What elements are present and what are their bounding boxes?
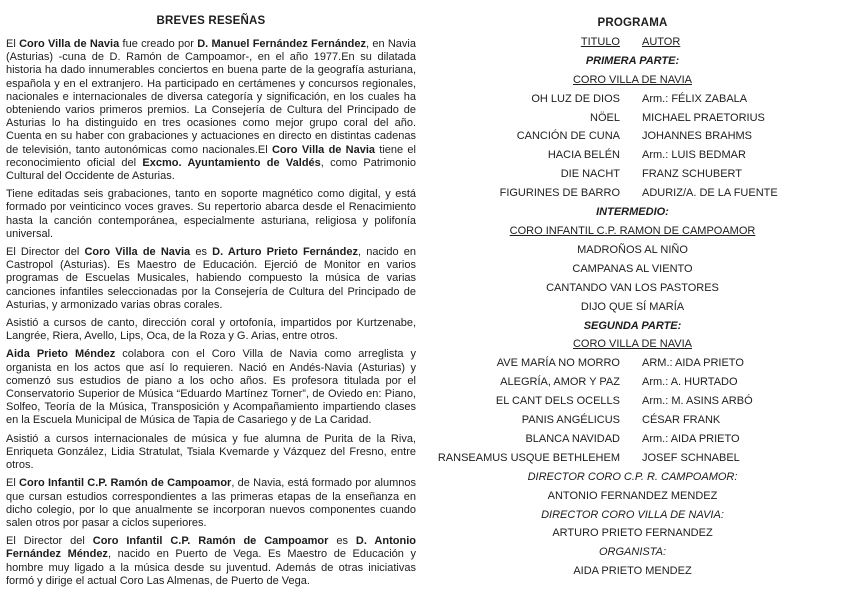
song-row [422, 430, 843, 449]
bold-text-run: D. Arturo Prieto Fernández [212, 246, 358, 259]
song-row [422, 184, 843, 203]
song-author: ARM.: AIDA PRIETO [642, 357, 744, 370]
paragraph [6, 477, 416, 530]
song-title-line: CANTANDO VAN LOS PASTORES [546, 281, 719, 294]
song-title-line: DIJO QUE SÍ MARÍA [580, 300, 685, 313]
section-heading: INTERMEDIO: [596, 206, 669, 219]
text-run: tiene el reconocimiento oficial del [6, 143, 416, 169]
song-row [422, 109, 843, 128]
bold-text-run: Coro Villa de Navia [19, 38, 120, 50]
song-row [422, 165, 843, 184]
song-title-line: ARTURO PRIETO FERNANDEZ [552, 527, 713, 540]
text-run: Asistió a cursos internacionales de música y fue alumna de Purita de la Riva, Enriqueta González, Lidia Stratulat, Tsiala Kvemarde y Vázquez del Fresno, entre otros. [6, 432, 416, 472]
song-row [422, 127, 843, 146]
text-run: , nacido en Castropol (Asturias). Es Maestro de Educación. Ejerció de Monitor en varios programas de Escuelas Musicales, habiendo compuesto la música de varias canciones infantiles seleccionadas por la Consejería de Cultura del Principado de Asturias, y armonizado varias obras corales. [6, 246, 416, 311]
autor-header: AUTOR [642, 35, 681, 48]
bold-text-run: Coro Villa de Navia [84, 246, 191, 259]
text-run: colabora con el Coro Villa de Navia como arreglista y organista en los actos que así lo requieren. Nació en Andés-Navia (Asturias) y comenzó sus estudios de piano a los ocho años. Es profesora titulada por el Conservatorio Superior de Música “Eduardo Martínez Torner”, de Oviedo en: Piano, Solfeo, Teoría de la Música, Transposición y Acompañamiento impartiendo clases en la Escuela Municipal de Música de Tapia de Casariego y de La Caridad. [6, 348, 416, 427]
credit-role-line: DIRECTOR CORO C.P. R. CAMPOAMOR: [527, 470, 738, 483]
song-author: MICHAEL PRAETORIUS [642, 111, 765, 124]
reviews-heading: BREVES RESEÑAS [156, 15, 266, 27]
song-title-line: CAMPANAS AL VIENTO [572, 262, 693, 275]
bold-text-run: Coro Villa de Navia [271, 143, 376, 156]
song-title: NÖEL [590, 111, 620, 124]
song-row [422, 449, 843, 468]
bold-text-run: D. Manuel Fernández Fernández [197, 38, 366, 50]
credit-role-line: ORGANISTA: [598, 546, 667, 559]
paragraph [6, 246, 416, 312]
song-row [422, 392, 843, 411]
text-run: Tiene editadas seis grabaciones, tanto en soporte magnético como digital, y está formado por veinticinco voces graves. Su repertorio abarca desde el Renacimiento hasta la canción contemporánea, especialmente asturiana, religiosa y polifonía universal. [6, 188, 416, 240]
song-author: Arm.: A. HURTADO [642, 376, 738, 389]
text-run: El [6, 38, 20, 50]
reviews-body [6, 38, 416, 588]
song-title-line: ANTONIO FERNANDEZ MENDEZ [547, 489, 718, 502]
song-row [422, 411, 843, 430]
song-author: Arm.: AIDA PRIETO [642, 432, 740, 445]
song-title: FIGURINES DE BARRO [499, 187, 620, 200]
song-author: FRANZ SCHUBERT [642, 168, 743, 181]
song-row [422, 354, 843, 373]
section-heading: PRIMERA PARTE: [585, 54, 680, 67]
section-heading: SEGUNDA PARTE: [583, 319, 682, 332]
program-heading: PROGRAMA [597, 17, 668, 29]
song-title: DIE NACHT [560, 168, 620, 181]
text-run: , como Patrimonio Cultural del Occidente de Asturias. [6, 156, 416, 183]
text-run: El Director del [6, 535, 93, 548]
program-body [422, 33, 843, 581]
paragraph [6, 535, 416, 588]
text-run: El [6, 477, 20, 490]
titulo-header: TITULO [580, 35, 620, 48]
choir-heading: CORO INFANTIL C.P. RAMON DE CAMPOAMOR [509, 224, 756, 237]
bold-text-run: Coro Infantil C.P. Ramón de Campoamor [19, 477, 232, 490]
song-author: Arm.: M. ASINS ARBÓ [642, 395, 753, 408]
song-title: ALEGRÍA, AMOR Y PAZ [500, 376, 620, 389]
song-title: HACIA BELÉN [547, 149, 620, 162]
table-header-row [422, 33, 843, 52]
song-row [422, 146, 843, 165]
text-run: , nacido en Puerto de Vega. Es Maestro de Educación y hombre muy ligado a la música desde su juventud. Además de otras iniciativas formó y dirige el actual Coro Las Almenas, de Puerto de Vega. [6, 548, 416, 587]
song-title: OH LUZ DE DIOS [531, 92, 620, 105]
song-title: PANIS ANGÉLICUS [521, 414, 620, 427]
song-title: CANCIÓN DE CUNA [516, 130, 620, 143]
text-run: El Director del [6, 246, 85, 259]
paragraph [6, 433, 416, 473]
bold-text-run: D. Antonio Fernández Méndez [6, 535, 416, 561]
bold-text-run: Aida Prieto Méndez [6, 348, 116, 361]
song-row [422, 90, 843, 109]
right-column [420, 14, 843, 608]
song-author: CÉSAR FRANK [642, 414, 721, 427]
paragraph [6, 38, 416, 183]
text-run: fue creado por [119, 38, 198, 50]
choir-heading: CORO VILLA DE NAVIA [572, 73, 692, 86]
left-column [0, 14, 420, 608]
paragraph [6, 348, 416, 427]
song-author: JOSEF SCHNABEL [642, 451, 740, 464]
paragraph [6, 188, 416, 241]
bold-text-run: Coro Infantil C.P. Ramón de Campoamor [92, 535, 329, 548]
song-title: BLANCA NAVIDAD [525, 432, 620, 445]
bold-text-run: Excmo. Ayuntamiento de Valdés [142, 156, 321, 169]
text-run: es [190, 246, 213, 259]
song-title: EL CANT DELS OCELLS [495, 395, 620, 408]
text-run: Asistió a cursos de canto, dirección coral y ortofonía, impartidos por Kurtzenabe, Langrée, Riera, Avello, Lips, Oca, de la Roza y G. Arias, entre otros. [6, 317, 416, 343]
text-run: es [328, 535, 356, 548]
choir-heading: CORO VILLA DE NAVIA [572, 338, 692, 351]
song-title-line: MADROÑOS AL NIÑO [577, 243, 688, 256]
credit-role-line: DIRECTOR CORO VILLA DE NAVIA: [541, 508, 724, 521]
song-author: Arm.: LUIS BEDMAR [642, 149, 746, 162]
song-row [422, 373, 843, 392]
song-title: RANSEAMUS USQUE BETHLEHEM [437, 451, 620, 464]
text-run: , en Navia (Asturias) -cuna de D. Ramón de Campoamor-, en el año 1977.En su dilatada historia ha dado innumerables conciertos en buena parte de la geografía asturiana, española y en el extranjero. Ha participado en certámenes y concursos regionales, nacionales e internacionales de diversa categoría y significación, en los cuales ha obteniendo varios primeros premios. La Consejería de Cultura del Principado de Asturias lo ha distinguido en tres ocasiones como mejor grupo coral del año. Cuenta en su haber con grabaciones y actuaciones en directo en distintas cadenas de televisión, tanto autonómicas como nacionales.El [6, 38, 416, 156]
song-author: Arm.: FÉLIX ZABALA [642, 92, 748, 105]
text-run: , de Navia, está formado por alumnos que cursan estudios correspondientes a las primeras etapas de la enseñanza en dicho colegio, por lo que anualmente se incorporan nuevos componentes cuando salen otros por pasar a ciclos superiores. [6, 477, 416, 529]
paragraph [6, 317, 416, 343]
song-author: JOHANNES BRAHMS [642, 130, 753, 143]
song-title-line: AIDA PRIETO MENDEZ [573, 565, 692, 578]
song-title: AVE MARÍA NO MORRO [496, 357, 620, 370]
song-author: ADURIZ/A. DE LA FUENTE [642, 187, 778, 200]
